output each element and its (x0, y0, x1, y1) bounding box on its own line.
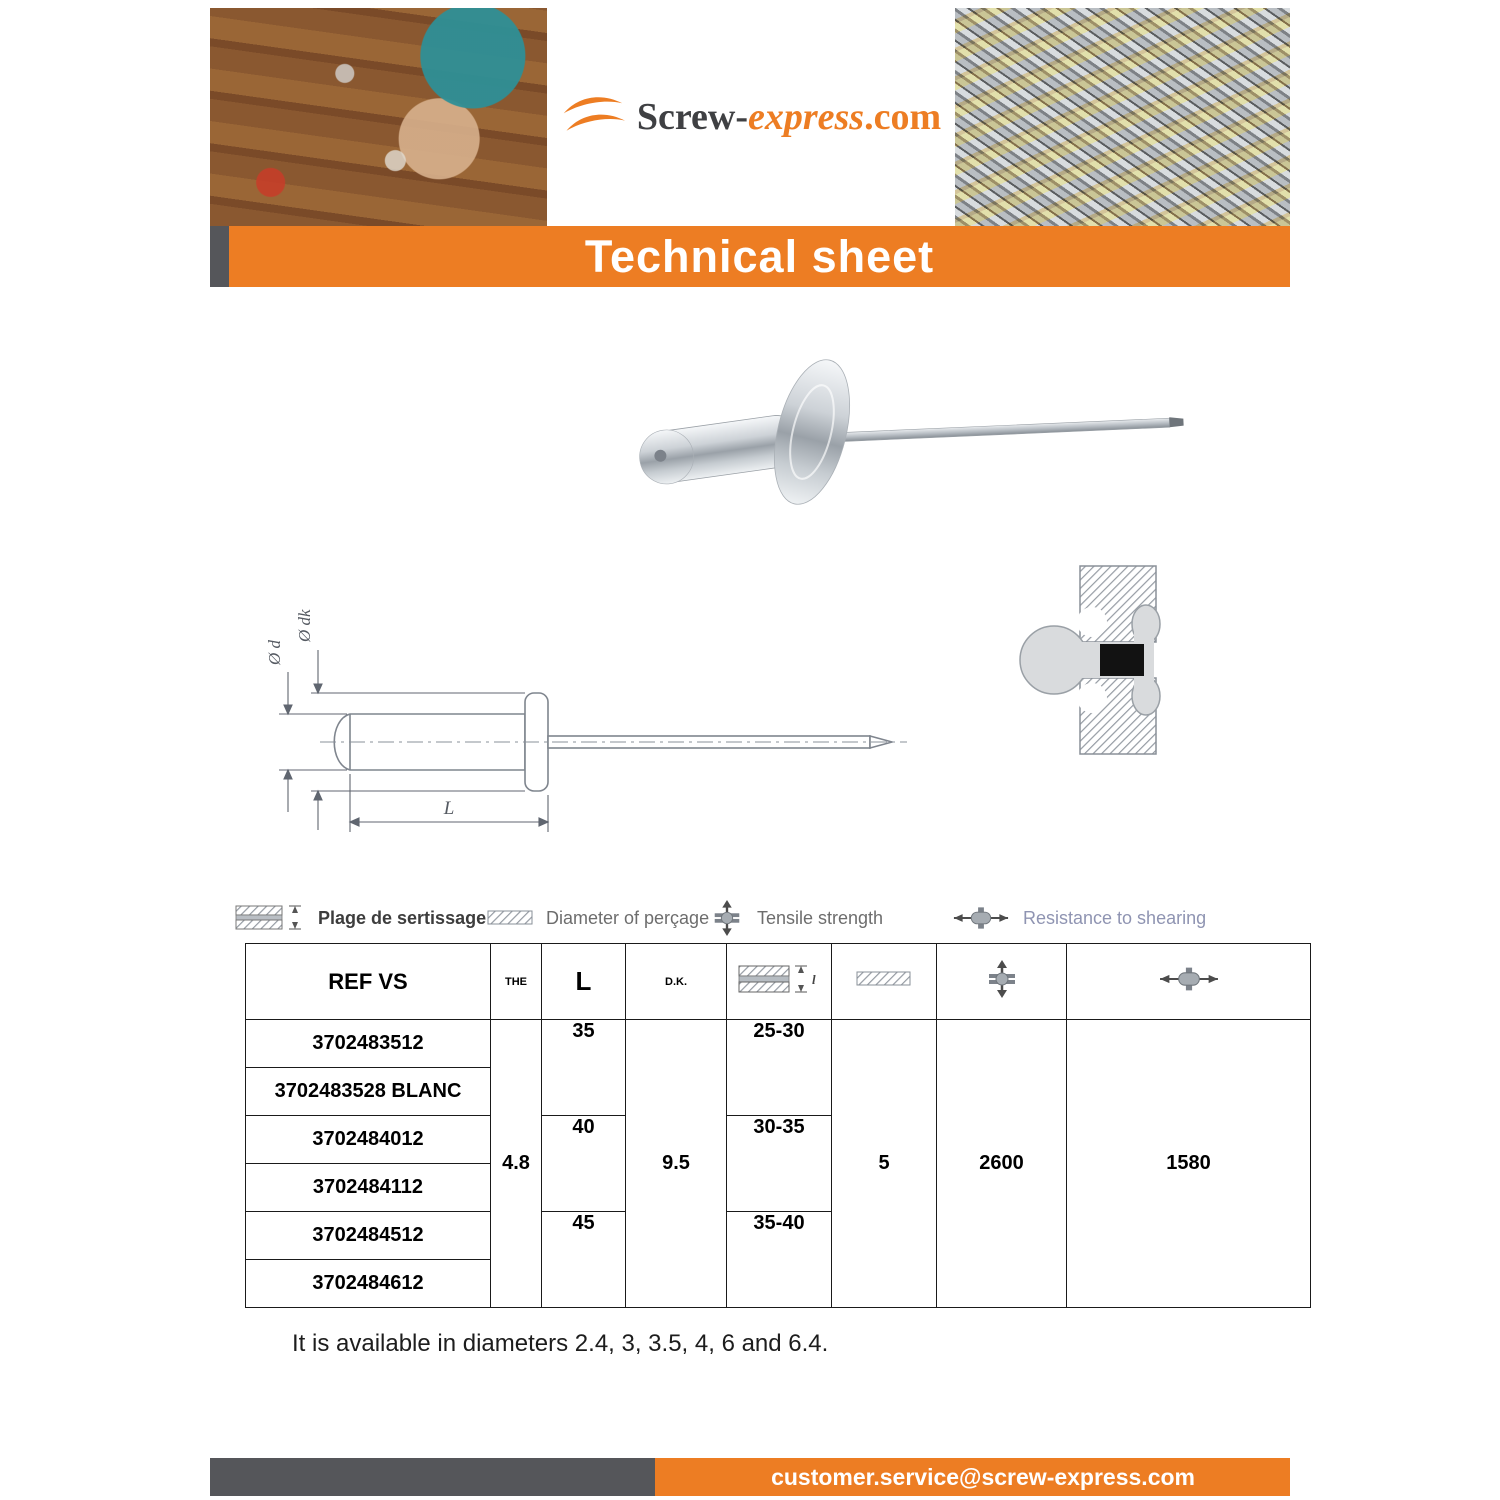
technical-sheet-banner (210, 226, 1290, 287)
rivet-mandrel-remnant (1100, 644, 1144, 676)
legend-item-tensile-strength (710, 897, 883, 939)
shear-resistance-icon (1158, 963, 1220, 995)
product-photo-rivet (600, 330, 1195, 575)
legend-label: Plage de sertissage (318, 907, 487, 928)
availability-note: It is available in diameters 2.4, 3, 3.5, 4, 6 and 6.4. (292, 1330, 829, 1357)
table-header-row (246, 944, 1311, 1020)
legend-item-shear-resistance (952, 897, 1206, 939)
legend-label: Tensile strength (757, 907, 884, 928)
length-cell: 45 (542, 1212, 626, 1308)
tensile-strength-icon (984, 957, 1020, 1001)
legend-item-drill-diameter (487, 897, 709, 939)
brand-name-italic: express (748, 96, 865, 138)
dimension-drawing (225, 560, 915, 865)
shear-resistance-icon (952, 903, 1010, 933)
spec-table (245, 943, 1311, 1308)
ref-cell: 3702483512 (246, 1020, 491, 1068)
ref-cell: 3702483528 BLANC (246, 1068, 491, 1116)
brand-name-dark: Screw- (636, 96, 748, 138)
grip-range-icon (737, 960, 821, 998)
footer-email[interactable]: customer.service@screw-express.com (655, 1458, 1290, 1496)
banner-left-notch (210, 226, 229, 287)
ref-cell: 3702484112 (246, 1164, 491, 1212)
rivet-mandrel-rod (845, 417, 1184, 442)
dk-cell: 9.5 (626, 1020, 727, 1308)
ref-cell: 3702484612 (246, 1260, 491, 1308)
header-the: THE (491, 944, 542, 1020)
cross-section-diagram (1008, 558, 1183, 763)
header-photo-workbench (210, 8, 547, 226)
header-grip-range (727, 944, 832, 1020)
legend-item-grip-range (235, 897, 486, 939)
drill-cell: 5 (832, 1020, 937, 1308)
orange-swoosh-icon (561, 89, 625, 145)
brand-name-suffix: .com (864, 96, 942, 138)
grip-range-icon (235, 903, 305, 933)
legend-label: Diameter of perçage (546, 907, 710, 928)
ref-cell: 3702484512 (246, 1212, 491, 1260)
rivet-jaw-notch-top (1077, 607, 1107, 637)
grip-cell: 30-35 (727, 1116, 832, 1212)
drill-diameter-icon (856, 970, 912, 988)
drill-diameter-icon (487, 910, 533, 926)
table-row (246, 1020, 1311, 1068)
length-cell: 40 (542, 1116, 626, 1212)
header-photo-screws (955, 8, 1290, 226)
page-title: Technical sheet (229, 226, 1290, 287)
header-drill-diameter (832, 944, 937, 1020)
ref-cell: 3702484012 (246, 1116, 491, 1164)
footer-gray-block (210, 1458, 655, 1496)
header-ref: REF VS (246, 944, 491, 1020)
header-tensile-strength (937, 944, 1067, 1020)
label-flange-diameter: Ø dk (295, 609, 314, 642)
rivet-jaw-notch-bottom (1077, 683, 1107, 713)
header-shear-resistance (1067, 944, 1311, 1020)
label-length: L (443, 798, 455, 819)
legend-label: Resistance to shearing (1023, 907, 1207, 928)
shear-cell: 1580 (1067, 1020, 1311, 1308)
length-cell: 35 (542, 1020, 626, 1116)
tensile-strength-icon (710, 897, 744, 939)
grip-cell: 25-30 (727, 1020, 832, 1116)
brand-name (637, 95, 941, 139)
grip-cell: 35-40 (727, 1212, 832, 1308)
tensile-cell: 2600 (937, 1020, 1067, 1308)
grip-icon-label: l (812, 972, 816, 987)
label-body-diameter: Ø d (265, 639, 284, 665)
header-length: L (542, 944, 626, 1020)
the-cell: 4.8 (491, 1020, 542, 1308)
header-dk: D.K. (626, 944, 727, 1020)
footer-bar (210, 1458, 1290, 1496)
brand-logo[interactable] (547, 8, 955, 226)
